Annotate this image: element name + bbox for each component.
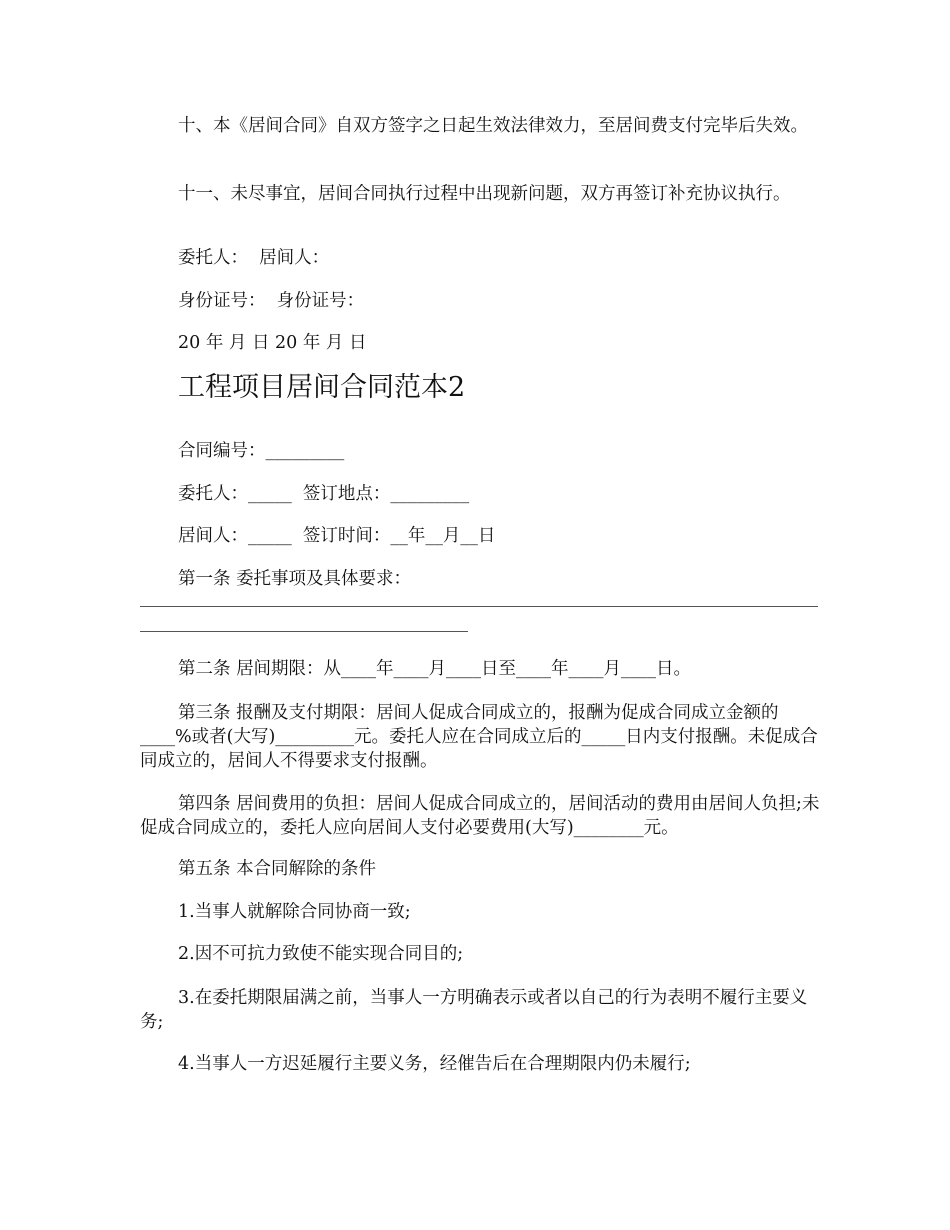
article-5: 第五条 本合同解除的条件 <box>178 859 377 879</box>
condition-3: 3.在委托期限届满之前，当事人一方明确表示或者以自己的行为表明不履行主要义务; <box>140 988 808 1032</box>
article-3: 第三条 报酬及支付期限：居间人促成合同成立的，报酬为促成合同成立金额的____%或者(大写)_________元。委托人应在合同成立后的_____日内支付报酬。未促成合同成立的，居间人不得要求支付报酬。 <box>140 703 818 771</box>
fill-in-line <box>140 606 818 607</box>
fill-in-line <box>140 631 468 632</box>
clause-10: 十、本《居间合同》自双方签字之日起生效法律效力，至居间费支付完毕后失效。 <box>178 116 808 136</box>
client-and-place: 委托人：_____ 签订地点：_________ <box>178 484 470 504</box>
document-heading: 工程项目居间合同范本2 <box>178 372 466 403</box>
clause-11: 十一、未尽事宜，居间合同执行过程中出现新问题，双方再签订补充协议执行。 <box>178 184 791 204</box>
signature-id-line: 身份证号： 身份证号： <box>178 291 365 311</box>
broker-and-time: 居间人：_____ 签订时间：__年__月__日 <box>178 526 496 546</box>
article-4: 第四条 居间费用的负担：居间人促成合同成立的，居间活动的费用由居间人负担;未促成合同成立的，委托人应向居间人支付必要费用(大写)________元。 <box>140 794 820 838</box>
article-2: 第二条 居间期限：从____年____月____日至____年____月____日。 <box>178 659 692 679</box>
article-1: 第一条 委托事项及具体要求： <box>178 569 412 589</box>
signature-date-line: 20 年 月 日 20 年 月 日 <box>178 333 367 353</box>
contract-number: 合同编号：_________ <box>178 441 345 461</box>
signature-parties-line: 委托人： 居间人： <box>178 248 330 268</box>
condition-1: 1.当事人就解除合同协商一致; <box>178 902 411 922</box>
condition-4: 4.当事人一方迟延履行主要义务，经催告后在合理期限内仍未履行; <box>178 1054 691 1074</box>
condition-2: 2.因不可抗力致使不能实现合同目的; <box>178 944 464 964</box>
